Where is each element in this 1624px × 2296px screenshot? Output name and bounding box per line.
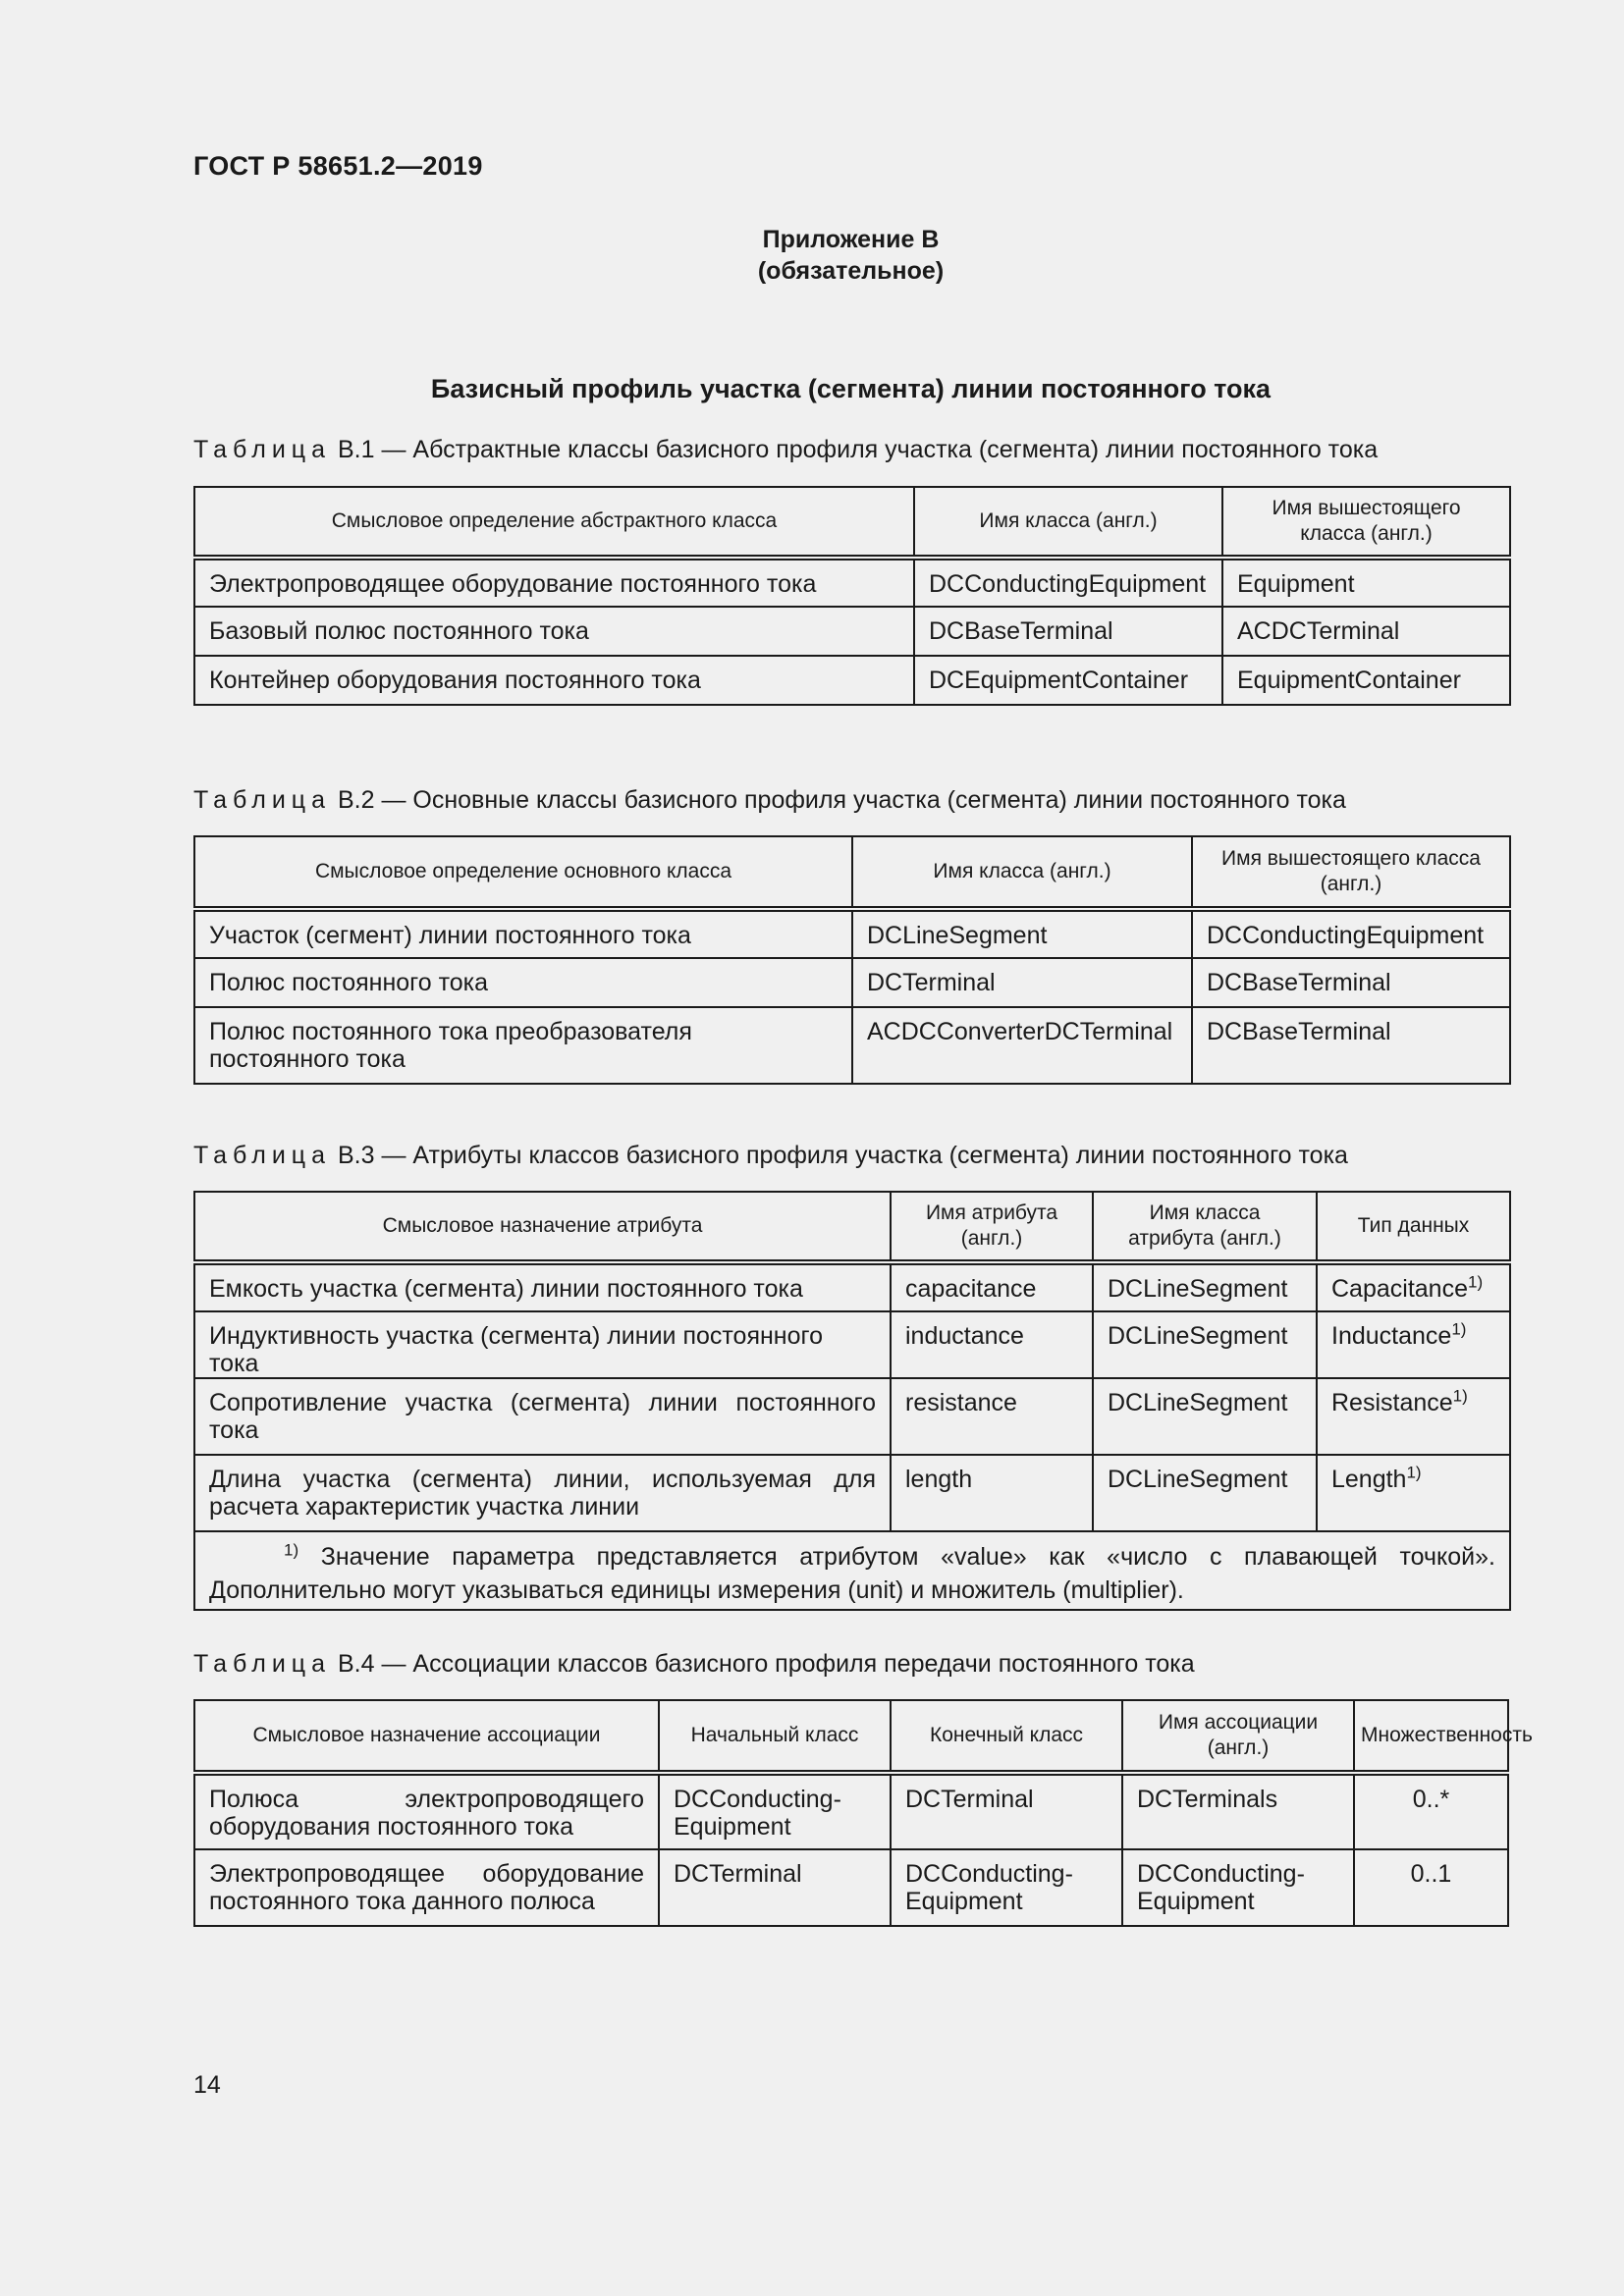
table-cell: DCTerminal xyxy=(659,1849,891,1926)
page-number: 14 xyxy=(193,2071,221,2099)
table-header-row xyxy=(194,836,1510,909)
table-cell: Полюса электропроводящего оборудования постоянного тока xyxy=(194,1773,659,1849)
footnote-ref: 1) xyxy=(1406,1463,1422,1482)
table-caption-prefix: Таблица xyxy=(193,1142,332,1169)
table-cell: DCConducting-Equipment xyxy=(891,1849,1122,1926)
table-row xyxy=(194,1773,1508,1849)
data-type-value: Capacitance xyxy=(1331,1275,1468,1303)
table-cell: inductance xyxy=(891,1311,1093,1378)
table-b2 xyxy=(193,835,1511,1085)
table-cell: DCLineSegment xyxy=(852,909,1192,958)
table-b4 xyxy=(193,1699,1533,1927)
table-cell: DCLineSegment xyxy=(1093,1455,1317,1531)
document-id: ГОСТ Р 58651.2—2019 xyxy=(193,151,483,181)
table-header-cell: Имя класса (англ.) xyxy=(914,487,1222,558)
table-cell xyxy=(1317,1455,1510,1531)
table-header-cell: Имя вышестоящего класса (англ.) xyxy=(1192,836,1510,909)
table-cell: DCLineSegment xyxy=(1093,1311,1317,1378)
table-cell: Электропроводящее оборудование постоянного тока xyxy=(194,558,914,607)
table-cell: DCConductingEquipment xyxy=(914,558,1222,607)
table-cell: capacitance xyxy=(891,1262,1093,1311)
data-type-value: Inductance xyxy=(1331,1322,1452,1350)
table-b3 xyxy=(193,1191,1511,1611)
table-caption-prefix: Таблица xyxy=(193,1650,332,1678)
table-caption-b2 xyxy=(193,786,1346,815)
footnote-ref: 1) xyxy=(1467,1272,1484,1292)
table-cell: DCBaseTerminal xyxy=(1192,1007,1510,1084)
table-cell: 0..* xyxy=(1354,1773,1508,1849)
table-cell: Участок (сегмент) линии постоянного тока xyxy=(194,909,852,958)
table-header-cell: Начальный класс xyxy=(659,1700,891,1773)
table-cell: EquipmentContainer xyxy=(1222,656,1510,705)
table-row xyxy=(194,1311,1510,1378)
table-cell: DCTerminals xyxy=(1122,1773,1354,1849)
table-cell: Equipment xyxy=(1222,558,1510,607)
table-header-cell: Конечный класс xyxy=(891,1700,1122,1773)
table-caption-text: В.1 — Абстрактные классы базисного профиля участка (сегмента) линии постоянного тока xyxy=(331,436,1379,463)
table-cell: Полюс постоянного тока xyxy=(194,958,852,1007)
table-row xyxy=(194,958,1510,1007)
table-cell: Полюс постоянного тока преобразователя постоянного тока xyxy=(194,1007,852,1084)
table-header-cell: Имя атрибута (англ.) xyxy=(891,1192,1093,1262)
table-header-cell: Смысловое определение основного класса xyxy=(194,836,852,909)
section-title: Базисный профиль участка (сегмента) линии постоянного тока xyxy=(430,374,1272,403)
table-caption-prefix: Таблица xyxy=(193,436,332,463)
footnote-mark: 1) xyxy=(284,1540,299,1560)
table-cell: DCBaseTerminal xyxy=(1192,958,1510,1007)
table-caption-text: В.2 — Основные классы базисного профиля участка (сегмента) линии постоянного тока xyxy=(331,786,1346,814)
data-type-value: Resistance xyxy=(1331,1389,1453,1416)
table-header-cell: Тип данных xyxy=(1317,1192,1510,1262)
table-row xyxy=(194,656,1510,705)
table-cell: Индуктивность участка (сегмента) линии постоянного тока xyxy=(194,1311,891,1378)
table-cell: Сопротивление участка (сегмента) линии постоянного тока xyxy=(194,1378,891,1455)
table-header-cell: Имя ассоциации (англ.) xyxy=(1122,1700,1354,1773)
table-b1 xyxy=(193,486,1511,706)
appendix-title: Приложение В xyxy=(762,226,940,253)
table-caption-b1 xyxy=(193,436,1378,464)
table-row xyxy=(194,1455,1510,1531)
table-cell: DCTerminal xyxy=(852,958,1192,1007)
table-cell: Контейнер оборудования постоянного тока xyxy=(194,656,914,705)
table-cell: Емкость участка (сегмента) линии постоянного тока xyxy=(194,1262,891,1311)
table-cell: Электропроводящее оборудование постоянного тока данного полюса xyxy=(194,1849,659,1926)
table-cell: ACDCTerminal xyxy=(1222,607,1510,656)
table-caption-b3 xyxy=(193,1142,1348,1170)
table-cell xyxy=(1317,1311,1510,1378)
table-header-row xyxy=(194,1700,1508,1773)
table-row xyxy=(194,1007,1510,1084)
footnote-ref: 1) xyxy=(1452,1386,1468,1406)
table-caption-b4 xyxy=(193,1650,1195,1679)
table-cell: DCTerminal xyxy=(891,1773,1122,1849)
table-cell: DCLineSegment xyxy=(1093,1378,1317,1455)
table-footnote-row xyxy=(194,1531,1510,1610)
table-cell: 0..1 xyxy=(1354,1849,1508,1926)
table-footnote xyxy=(194,1531,1510,1610)
table-caption-prefix: Таблица xyxy=(193,786,332,814)
footnote-ref: 1) xyxy=(1451,1319,1467,1339)
data-type-value: Length xyxy=(1331,1466,1407,1493)
table-header-cell: Множественность xyxy=(1354,1700,1508,1773)
table-caption-text: В.4 — Ассоциации классов базисного профиля передачи постоянного тока xyxy=(331,1650,1195,1678)
appendix-type: (обязательное) xyxy=(757,257,945,285)
table-cell: DCBaseTerminal xyxy=(914,607,1222,656)
appendix-heading xyxy=(0,224,1624,287)
table-caption-text: В.3 — Атрибуты классов базисного профиля участка (сегмента) линии постоянного тока xyxy=(331,1142,1348,1169)
table-cell: DCConducting-Equipment xyxy=(1122,1849,1354,1926)
table-row xyxy=(194,1849,1508,1926)
table-header-cell: Смысловое назначение атрибута xyxy=(194,1192,891,1262)
table-header-row xyxy=(194,487,1510,558)
table-row xyxy=(194,1378,1510,1455)
table-cell: Базовый полюс постоянного тока xyxy=(194,607,914,656)
table-header-cell: Имя класса атрибута (англ.) xyxy=(1093,1192,1317,1262)
table-cell: Длина участка (сегмента) линии, используемая для расчета характеристик участка линии xyxy=(194,1455,891,1531)
table-cell: DCLineSegment xyxy=(1093,1262,1317,1311)
table-header-cell: Смысловое назначение ассоциации xyxy=(194,1700,659,1773)
table-cell xyxy=(1317,1262,1510,1311)
table-cell: resistance xyxy=(891,1378,1093,1455)
table-cell: DCConducting-Equipment xyxy=(659,1773,891,1849)
table-cell: length xyxy=(891,1455,1093,1531)
footnote-text: Значение параметра представляется атрибутом «value» как «число с плавающей точкой». Дополнительно могут указываться единицы измерения (unit) и множитель (multiplier). xyxy=(209,1543,1495,1604)
table-row xyxy=(194,909,1510,958)
table-row xyxy=(194,558,1510,607)
table-cell xyxy=(1317,1378,1510,1455)
table-row xyxy=(194,607,1510,656)
table-cell: DCConductingEquipment xyxy=(1192,909,1510,958)
table-cell: ACDCConverterDCTerminal xyxy=(852,1007,1192,1084)
table-header-cell: Смысловое определение абстрактного класса xyxy=(194,487,914,558)
table-header-row xyxy=(194,1192,1510,1262)
table-header-cell: Имя вышестоящего класса (англ.) xyxy=(1222,487,1510,558)
table-cell: DCEquipmentContainer xyxy=(914,656,1222,705)
table-header-cell: Имя класса (англ.) xyxy=(852,836,1192,909)
table-row xyxy=(194,1262,1510,1311)
